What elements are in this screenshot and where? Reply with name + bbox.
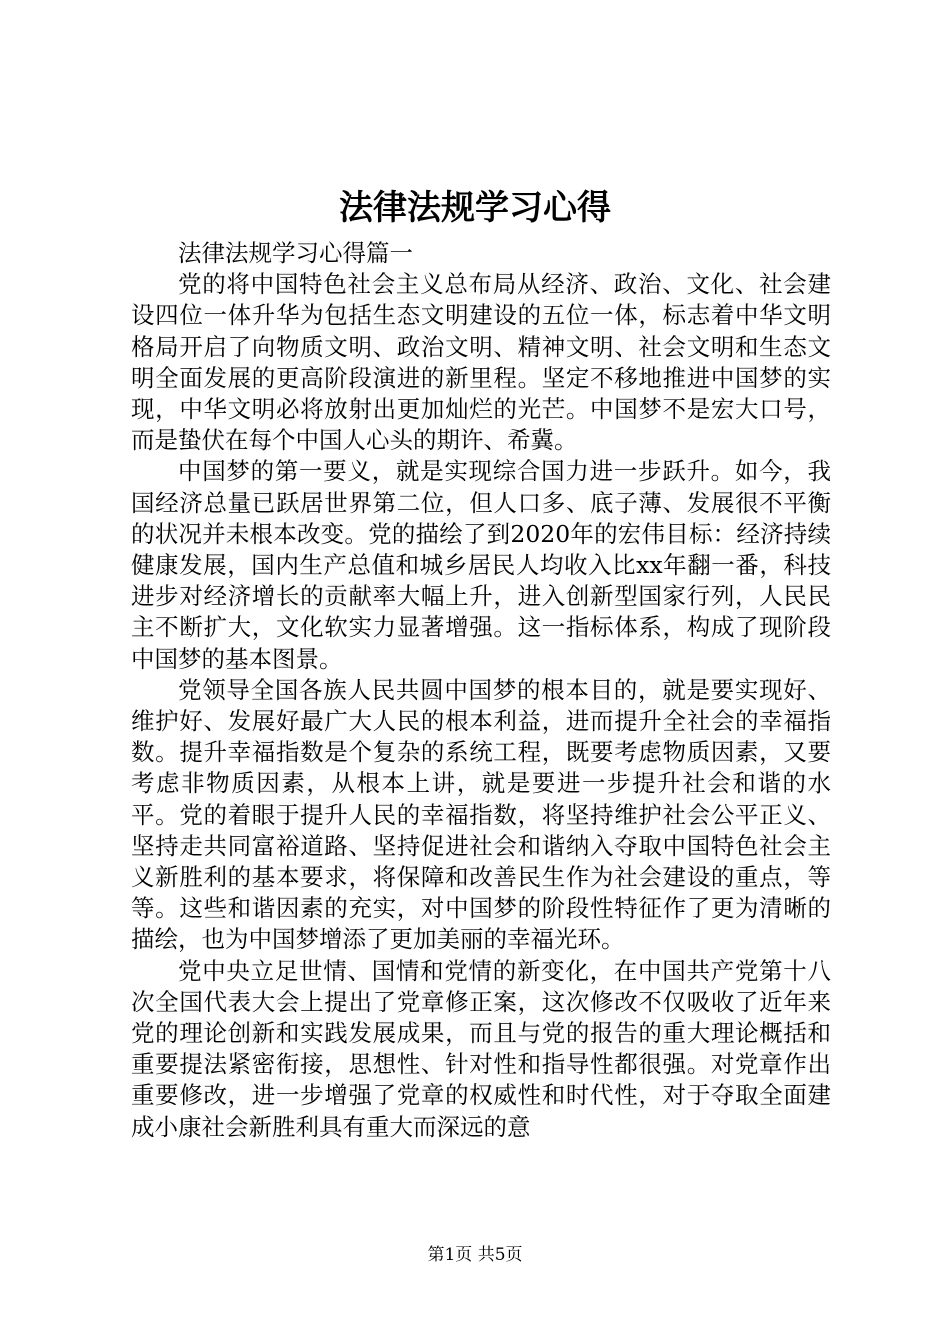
- body-paragraph: 党中央立足世情、国情和党情的新变化，在中国共产党第十八次全国代表大会上提出了党章修正案，这次修改不仅吸收了近年来党的理论创新和实践发展成果，而且与党的报告的重大理论概括和重要提法紧密衔接，思想性、针对性和指导性都很强。对党章作出重要修改，进一步增强了党章的权威性和时代性，对于夺取全面建成小康社会新胜利具有重大而深远的意: [131, 956, 831, 1141]
- document-body: [131, 238, 831, 1143]
- document-title: 法律法规学习心得: [339, 188, 611, 228]
- body-paragraph: 党的将中国特色社会主义总布局从经济、政治、文化、社会建设四位一体升华为包括生态文明建设的五位一体，标志着中华文明格局开启了向物质文明、政治文明、精神文明、社会文明和生态文明全面发展的更高阶段演进的新里程。坚定不移地推进中国梦的实现，中华文明必将放射出更加灿烂的光芒。中国梦不是宏大口号，而是蛰伏在每个中国人心头的期许、希冀。: [131, 270, 831, 455]
- page-footer: 第1页 共5页: [427, 1245, 523, 1265]
- body-paragraph: 党领导全国各族人民共圆中国梦的根本目的，就是要实现好、维护好、发展好最广大人民的根本利益，进而提升全社会的幸福指数。提升幸福指数是个复杂的系统工程，既要考虑物质因素，又要考虑非物质因素，从根本上讲，就是要进一步提升社会和谐的水平。党的着眼于提升人民的幸福指数，将坚持维护社会公平正义、坚持走共同富裕道路、坚持促进社会和谐纳入夺取中国特色社会主义新胜利的基本要求，将保障和改善民生作为社会建设的重点，等等。这些和谐因素的充实，对中国梦的阶段性特征作了更为清晰的描绘，也为中国梦增添了更加美丽的幸福光环。: [131, 675, 831, 954]
- body-paragraph: 中国梦的第一要义，就是实现综合国力进一步跃升。如今，我国经济总量已跃居世界第二位，但人口多、底子薄、发展很不平衡的状况并未根本改变。党的描绘了到2020年的宏伟目标：经济持续健康发展，国内生产总值和城乡居民人均收入比xx年翻一番，科技进步对经济增长的贡献率大幅上升，进入创新型国家行列，人民民主不断扩大，文化软实力显著增强。这一指标体系，构成了现阶段中国梦的基本图景。: [131, 457, 831, 673]
- section-heading: 法律法规学习心得篇一: [178, 239, 413, 267]
